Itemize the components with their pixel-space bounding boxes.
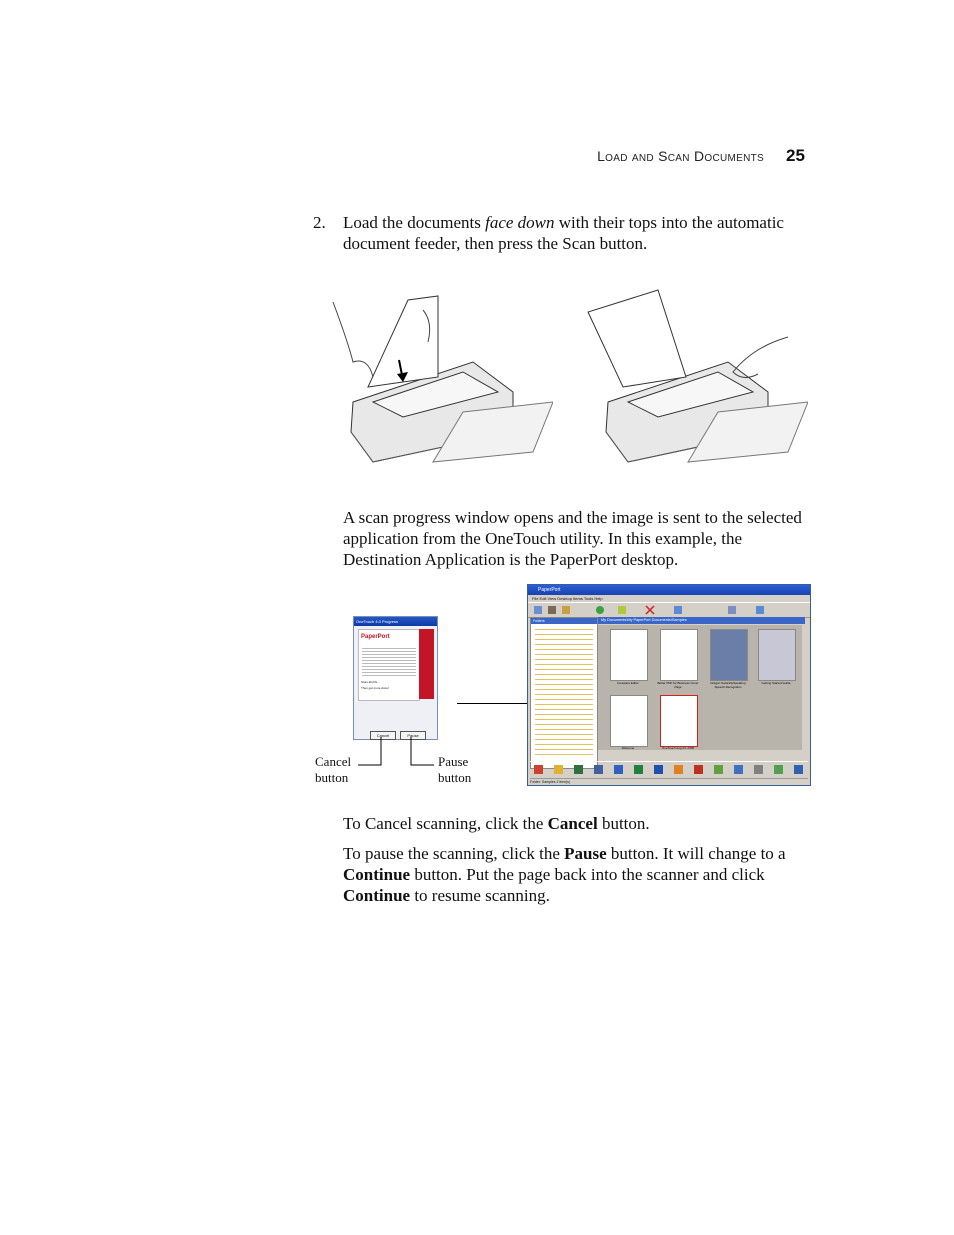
dialog-brand: PaperPort [361, 634, 390, 640]
text-bold: Continue [343, 865, 411, 884]
running-header-title: Load and Scan Documents [597, 148, 764, 164]
thumbnail-label: Better PDF for Business Cover Page [657, 681, 699, 689]
paperport-path-bar: My Documents\My PaperPort Documents\Samples [598, 617, 805, 624]
paperport-toolbar[interactable] [528, 602, 810, 618]
text-part: button. It will change to a [606, 844, 786, 863]
paperport-title-bar: PaperPort [528, 585, 810, 595]
thumbnail[interactable] [610, 629, 648, 681]
scan-progress-dialog [353, 616, 438, 740]
send-to-icons [530, 762, 808, 776]
text-part: button. [597, 814, 650, 833]
thumbnail-label: Dragon NaturallySpeaking Speech Recognition [710, 681, 746, 689]
step-text-part: Load the documents [343, 213, 486, 232]
step-number: 2. [313, 213, 326, 232]
text-part: To pause the scanning, click the [343, 844, 565, 863]
paperport-send-to-bar[interactable] [530, 761, 808, 777]
text-part: button. Put the page back into the scanner and click [410, 865, 765, 884]
toolbar-icons [528, 603, 808, 616]
thumbnail[interactable] [710, 629, 748, 681]
thumbnail-label: OneTouch Aug 24, 2005 [661, 746, 695, 750]
paragraph-progress-window: A scan progress window opens and the image is sent to the selected application from the OneTouch utility. In this example, the Destination Application is the PaperPort desktop. [343, 508, 802, 569]
callout-text: button [438, 770, 472, 785]
dialog-caption-2: Then get more done! [361, 686, 389, 690]
page-number: 25 [786, 146, 805, 165]
thumbnail-label: Welcome [621, 746, 635, 750]
thumbnail[interactable] [758, 629, 796, 681]
text-part: To Cancel scanning, click the [343, 814, 548, 833]
thumbnail[interactable] [610, 695, 648, 747]
paperport-desktop[interactable] [598, 625, 802, 750]
text-bold: Pause [564, 844, 607, 863]
paragraph-pause-instructions [343, 843, 813, 906]
scanner-loading-illustration [313, 282, 553, 472]
cancel-button-callout [315, 754, 351, 786]
step-text-part: with their tops into the automatic document feeder, then press the Scan button. [343, 213, 784, 253]
pause-button-callout [438, 754, 471, 786]
text-part: to resume scanning. [410, 886, 550, 905]
thumbnail-label: Getting Started Guide [761, 681, 791, 685]
thumbnail-label: Freeware Editor [617, 681, 639, 685]
dialog-caption: Scan all this... [361, 680, 380, 684]
paperport-status-bar: Folder: Samples 2 item(s) [530, 778, 808, 785]
folders-tree[interactable] [535, 626, 593, 756]
scanner-press-button-illustration [568, 282, 808, 472]
pause-button[interactable]: Pause [400, 731, 426, 740]
dialog-preview-lines [362, 646, 416, 676]
text-bold: Continue [343, 886, 411, 905]
folders-header: Folders [531, 618, 597, 624]
dialog-title: OneTouch 4.0 Progress [354, 617, 437, 626]
cancel-button[interactable]: Cancel [370, 731, 396, 740]
callout-text: Cancel [315, 754, 352, 769]
paperport-menu-bar[interactable]: File Edit View Desktop Items Tools Help [532, 596, 603, 601]
step-text [343, 212, 813, 254]
text-bold: Cancel [547, 814, 598, 833]
paragraph-cancel-instructions [343, 813, 813, 834]
thumbnail[interactable] [660, 629, 698, 681]
step-text-emphasis: face down [485, 213, 555, 232]
paperport-window [527, 584, 811, 786]
paperport-folders-pane[interactable] [530, 617, 598, 769]
callout-text: button [315, 770, 349, 785]
thumbnail[interactable] [660, 695, 698, 747]
callout-text: Pause [438, 754, 469, 769]
dialog-preview-document [358, 629, 420, 701]
dialog-side-banner [419, 629, 434, 699]
